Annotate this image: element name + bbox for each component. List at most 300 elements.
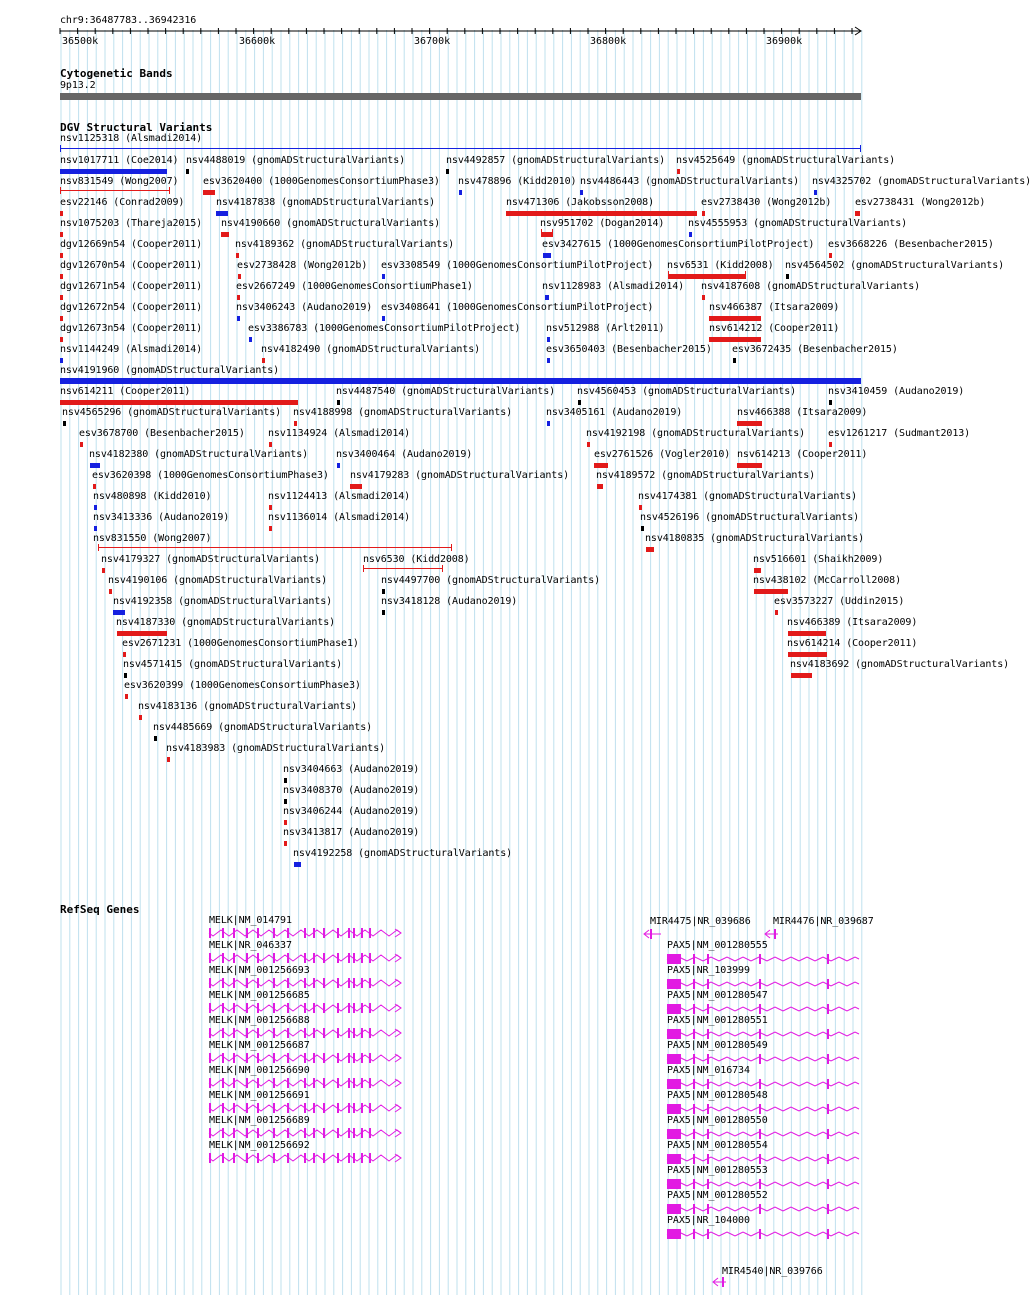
exon-block bbox=[827, 1079, 829, 1089]
exon-block bbox=[337, 1028, 339, 1038]
gene-label[interactable]: PAX5|NM_001280554 bbox=[667, 1140, 768, 1151]
dgv-variant-label[interactable]: nsv4174381 (gnomADStructuralVariants) bbox=[638, 491, 858, 502]
dgv-variant-label[interactable]: nsv3408370 (Audano2019) bbox=[283, 785, 420, 796]
melk-transcript-glyph[interactable] bbox=[209, 1052, 405, 1064]
exon-block bbox=[323, 978, 325, 988]
exon-block bbox=[246, 953, 248, 963]
exon-block bbox=[273, 928, 275, 938]
dgv-variant-bar[interactable] bbox=[60, 190, 170, 191]
exon-block bbox=[759, 1054, 761, 1064]
dgv-variant-label[interactable]: nsv4182380 (gnomADStructuralVariants) bbox=[89, 449, 309, 460]
dgv-variant-label[interactable]: nsv1144249 (Alsmadi2014) bbox=[60, 344, 203, 355]
dgv-variant-bar[interactable] bbox=[639, 505, 642, 510]
dgv-variant-bar[interactable] bbox=[547, 337, 550, 342]
dgv-variant-bar[interactable] bbox=[382, 316, 385, 321]
dgv-variant-bar[interactable] bbox=[60, 400, 298, 405]
exon-block bbox=[361, 978, 363, 988]
dgv-variant-bar[interactable] bbox=[775, 610, 778, 615]
exon-block bbox=[353, 1128, 355, 1138]
exon-block bbox=[287, 1153, 289, 1163]
dgv-variant-label[interactable]: nsv1075203 (Thareja2015) bbox=[60, 218, 203, 229]
dgv-variant-bar[interactable] bbox=[459, 190, 462, 195]
dgv-variant-label[interactable]: nsv4179327 (gnomADStructuralVariants) bbox=[101, 554, 321, 565]
dgv-variant-label[interactable]: esv2761526 (Vogler2010) bbox=[594, 449, 731, 460]
pax5-transcript-glyph[interactable] bbox=[667, 1102, 861, 1116]
dgv-variant-bar[interactable] bbox=[578, 400, 581, 405]
dgv-variant-label[interactable]: nsv1128983 (Alsmadi2014) bbox=[542, 281, 685, 292]
coordinate-ruler[interactable] bbox=[0, 26, 890, 50]
dgv-variant-bar[interactable] bbox=[284, 778, 287, 783]
dgv-variant-label[interactable]: nsv6531 (Kidd2008) bbox=[667, 260, 774, 271]
dgv-variant-label[interactable]: nsv4571415 (gnomADStructuralVariants) bbox=[123, 659, 343, 670]
dgv-variant-bar[interactable] bbox=[60, 358, 63, 363]
dgv-variant-label[interactable]: esv2667249 (1000GenomesConsortiumPhase1) bbox=[236, 281, 473, 292]
dgv-variant-bar[interactable] bbox=[294, 421, 297, 426]
dgv-variant-bar[interactable] bbox=[186, 169, 189, 174]
exon-block bbox=[707, 1029, 709, 1039]
dgv-variant-bar[interactable] bbox=[123, 652, 126, 657]
dgv-variant-label[interactable]: esv2738430 (Wong2012b) bbox=[701, 197, 832, 208]
dgv-variant-bar[interactable] bbox=[294, 862, 301, 867]
exon-block bbox=[667, 1104, 681, 1114]
gene-label[interactable]: MIR4540|NR_039766 bbox=[722, 1266, 823, 1277]
exon-block bbox=[369, 1128, 371, 1138]
exon-block bbox=[759, 1204, 761, 1214]
dgv-variant-label[interactable]: nsv951702 (Dogan2014) bbox=[540, 218, 665, 229]
dgv-variant-bar[interactable] bbox=[597, 484, 603, 489]
dgv-variant-bar[interactable] bbox=[102, 568, 105, 573]
dgv-variant-label[interactable]: nsv4492857 (gnomADStructuralVariants) bbox=[446, 155, 666, 166]
dgv-variant-label[interactable]: nsv3400464 (Audano2019) bbox=[336, 449, 473, 460]
dgv-variant-label[interactable]: nsv4497700 (gnomADStructuralVariants) bbox=[381, 575, 601, 586]
dgv-variant-label[interactable]: nsv4486443 (gnomADStructuralVariants) bbox=[580, 176, 800, 187]
gene-label[interactable]: PAX5|NR_104000 bbox=[667, 1215, 750, 1226]
dgv-variant-label[interactable]: esv3427615 (1000GenomesConsortiumPilotProject) bbox=[542, 239, 815, 250]
exon-block bbox=[257, 953, 259, 963]
dgv-variant-label[interactable]: esv3386783 (1000GenomesConsortiumPilotProject) bbox=[248, 323, 521, 334]
dgv-variant-label[interactable]: esv3620399 (1000GenomesConsortiumPhase3) bbox=[124, 680, 361, 691]
dgv-variant-label[interactable]: nsv614212 (Cooper2011) bbox=[709, 323, 840, 334]
exon-block bbox=[222, 1103, 224, 1113]
melk-transcript-glyph[interactable] bbox=[209, 1077, 405, 1089]
dgv-variant-bar[interactable] bbox=[580, 190, 583, 195]
pax5-transcript-glyph[interactable] bbox=[667, 1002, 861, 1016]
dgv-variant-bar[interactable] bbox=[547, 421, 550, 426]
dgv-variant-bar[interactable] bbox=[646, 547, 654, 552]
cytoband-bar[interactable] bbox=[60, 93, 861, 100]
dgv-variant-bar[interactable] bbox=[754, 568, 761, 573]
dgv-variant-label[interactable]: dgv12673n54 (Cooper2011) bbox=[60, 323, 203, 334]
dgv-variant-label[interactable]: nsv4526196 (gnomADStructuralVariants) bbox=[640, 512, 860, 523]
gene-label[interactable]: MELK|NM_001256693 bbox=[209, 965, 310, 976]
dgv-variant-bar[interactable] bbox=[737, 463, 762, 468]
dgv-variant-label[interactable]: nsv4180835 (gnomADStructuralVariants) bbox=[645, 533, 865, 544]
dgv-variant-endcap bbox=[541, 229, 542, 236]
dgv-variant-label[interactable]: nsv4192358 (gnomADStructuralVariants) bbox=[113, 596, 333, 607]
gene-label[interactable]: PAX5|NM_001280553 bbox=[667, 1165, 768, 1176]
melk-transcript-glyph[interactable] bbox=[209, 1027, 405, 1039]
pax5-transcript-glyph[interactable] bbox=[667, 1202, 861, 1216]
exon-block bbox=[287, 1003, 289, 1013]
dgv-variant-bar[interactable] bbox=[506, 211, 697, 216]
dgv-variant-bar[interactable] bbox=[80, 442, 83, 447]
dgv-variant-label[interactable]: nsv3406244 (Audano2019) bbox=[283, 806, 420, 817]
dgv-variant-bar[interactable] bbox=[702, 295, 705, 300]
dgv-variant-bar[interactable] bbox=[60, 337, 63, 342]
dgv-variant-label[interactable]: nsv3413336 (Audano2019) bbox=[93, 512, 230, 523]
intron-line bbox=[667, 1057, 859, 1061]
dgv-variant-bar[interactable] bbox=[382, 589, 385, 594]
pax5-transcript-glyph[interactable] bbox=[667, 1227, 861, 1241]
dgv-variant-label[interactable]: nsv3410459 (Audano2019) bbox=[828, 386, 965, 397]
dgv-variant-bar[interactable] bbox=[788, 652, 827, 657]
dgv-variant-bar[interactable] bbox=[238, 274, 241, 279]
dgv-variant-label[interactable]: esv3668226 (Besenbacher2015) bbox=[828, 239, 994, 250]
exon-block bbox=[759, 954, 761, 964]
dgv-variant-label[interactable]: nsv466389 (Itsara2009) bbox=[787, 617, 918, 628]
ruler-tick-label: 36800k bbox=[590, 36, 627, 47]
dgv-variant-label[interactable]: nsv512988 (Arlt2011) bbox=[546, 323, 665, 334]
dgv-variant-label[interactable]: nsv614213 (Cooper2011) bbox=[737, 449, 868, 460]
gene-label[interactable]: PAX5|NR_103999 bbox=[667, 965, 750, 976]
gene-label[interactable]: MIR4475|NR_039686 bbox=[650, 916, 751, 927]
dgv-variant-bar[interactable] bbox=[284, 820, 287, 825]
melk-transcript-glyph[interactable] bbox=[209, 1152, 405, 1164]
exon-block bbox=[759, 1229, 761, 1239]
dgv-variant-bar[interactable] bbox=[237, 316, 240, 321]
dgv-variant-bar[interactable] bbox=[93, 484, 96, 489]
ruler-tick-label: 36500k bbox=[62, 36, 99, 47]
dgv-variant-label[interactable]: nsv466387 (Itsara2009) bbox=[709, 302, 840, 313]
dgv-variant-label[interactable]: nsv831549 (Wong2007) bbox=[60, 176, 179, 187]
exon-block bbox=[337, 1003, 339, 1013]
exon-block bbox=[222, 1078, 224, 1088]
dgv-variant-bar[interactable] bbox=[689, 232, 692, 237]
dgv-variant-label[interactable]: dgv12672n54 (Cooper2011) bbox=[60, 302, 203, 313]
gene-label[interactable]: PAX5|NM_016734 bbox=[667, 1065, 750, 1076]
dgv-variant-label[interactable]: nsv3405161 (Audano2019) bbox=[546, 407, 683, 418]
dgv-variant-label[interactable]: nsv4183983 (gnomADStructuralVariants) bbox=[166, 743, 386, 754]
dgv-variant-label[interactable]: esv3573227 (Uddin2015) bbox=[774, 596, 905, 607]
dgv-variant-bar[interactable] bbox=[167, 757, 170, 762]
dgv-variant-label[interactable]: nsv4187838 (gnomADStructuralVariants) bbox=[216, 197, 436, 208]
dgv-variant-label[interactable]: nsv4179283 (gnomADStructuralVariants) bbox=[350, 470, 570, 481]
dgv-variant-bar[interactable] bbox=[337, 400, 340, 405]
dgv-variant-bar[interactable] bbox=[139, 715, 142, 720]
dgv-variant-bar[interactable] bbox=[829, 442, 832, 447]
dgv-variant-label[interactable]: nsv4487540 (gnomADStructuralVariants) bbox=[336, 386, 556, 397]
dgv-variant-label[interactable]: nsv3406243 (Audano2019) bbox=[236, 302, 373, 313]
dgv-variant-label[interactable]: esv3672435 (Besenbacher2015) bbox=[732, 344, 898, 355]
dgv-variant-bar[interactable] bbox=[829, 253, 832, 258]
dgv-variant-bar[interactable] bbox=[337, 463, 340, 468]
gene-label[interactable]: MELK|NM_014791 bbox=[209, 915, 292, 926]
gene-label[interactable]: MELK|NR_046337 bbox=[209, 940, 292, 951]
dgv-variant-label[interactable]: esv1261217 (Sudmant2013) bbox=[828, 428, 971, 439]
exon-block bbox=[313, 928, 315, 938]
dgv-variant-label[interactable]: nsv4525649 (gnomADStructuralVariants) bbox=[676, 155, 896, 166]
dgv-variant-bar[interactable] bbox=[363, 568, 443, 569]
dgv-variant-bar[interactable] bbox=[63, 421, 66, 426]
dgv-variant-label[interactable]: esv3308549 (1000GenomesConsortiumPilotProject) bbox=[381, 260, 654, 271]
dgv-variant-endcap bbox=[363, 565, 364, 572]
dgv-variant-bar[interactable] bbox=[125, 694, 128, 699]
gene-label[interactable]: PAX5|NM_001280552 bbox=[667, 1190, 768, 1201]
pax5-transcript-glyph[interactable] bbox=[667, 952, 861, 966]
dgv-variant-bar[interactable] bbox=[350, 484, 362, 489]
exon-block bbox=[337, 953, 339, 963]
dgv-variant-endcap bbox=[169, 187, 170, 194]
gene-label[interactable]: MELK|NM_001256687 bbox=[209, 1040, 310, 1051]
dgv-variant-bar[interactable] bbox=[709, 337, 761, 342]
gene-label[interactable]: PAX5|NM_001280548 bbox=[667, 1090, 768, 1101]
dgv-variant-label[interactable]: nsv1136014 (Alsmadi2014) bbox=[268, 512, 411, 523]
exon-block bbox=[233, 928, 235, 938]
dgv-variant-bar[interactable] bbox=[124, 673, 127, 678]
dgv-variant-label[interactable]: nsv6530 (Kidd2008) bbox=[363, 554, 470, 565]
dgv-variant-label[interactable]: nsv4190660 (gnomADStructuralVariants) bbox=[221, 218, 441, 229]
dgv-variant-label[interactable]: nsv4192258 (gnomADStructuralVariants) bbox=[293, 848, 513, 859]
dgv-variant-bar[interactable] bbox=[216, 211, 228, 216]
mir4476-glyph[interactable] bbox=[764, 928, 784, 940]
dgv-variant-bar[interactable] bbox=[788, 631, 826, 636]
pax5-transcript-glyph[interactable] bbox=[667, 977, 861, 991]
dgv-variant-label[interactable]: nsv4183136 (gnomADStructuralVariants) bbox=[138, 701, 358, 712]
gene-label[interactable]: MELK|NM_001256690 bbox=[209, 1065, 310, 1076]
exon-block bbox=[667, 1229, 681, 1239]
dgv-variant-label[interactable]: esv2671231 (1000GenomesConsortiumPhase1) bbox=[122, 638, 359, 649]
dgv-variant-label[interactable]: nsv4182490 (gnomADStructuralVariants) bbox=[261, 344, 481, 355]
dgv-variant-label[interactable]: nsv516601 (Shaikh2009) bbox=[753, 554, 884, 565]
dgv-variant-bar[interactable] bbox=[587, 442, 590, 447]
dgv-variant-label[interactable]: nsv4485669 (gnomADStructuralVariants) bbox=[153, 722, 373, 733]
dgv-variant-bar[interactable] bbox=[269, 442, 272, 447]
exon-block bbox=[827, 1179, 829, 1189]
gene-label[interactable]: MELK|NM_001256692 bbox=[209, 1140, 310, 1151]
exon-block bbox=[348, 953, 350, 963]
dgv-variant-label[interactable]: dgv12669n54 (Cooper2011) bbox=[60, 239, 203, 250]
dgv-variant-bar[interactable] bbox=[709, 316, 761, 321]
dgv-variant-bar[interactable] bbox=[236, 253, 239, 258]
dgv-variant-bar[interactable] bbox=[154, 736, 157, 741]
dgv-variant-label[interactable]: esv2738428 (Wong2012b) bbox=[237, 260, 368, 271]
dgv-variant-label[interactable]: nsv4191960 (gnomADStructuralVariants) bbox=[60, 365, 280, 376]
gene-label[interactable]: PAX5|NM_001280547 bbox=[667, 990, 768, 1001]
gene-label[interactable]: PAX5|NM_001280549 bbox=[667, 1040, 768, 1051]
dgv-variant-label[interactable]: dgv12670n54 (Cooper2011) bbox=[60, 260, 203, 271]
dgv-variant-label[interactable]: nsv4488019 (gnomADStructuralVariants) bbox=[186, 155, 406, 166]
dgv-variant-label[interactable]: nsv1124413 (Alsmadi2014) bbox=[268, 491, 411, 502]
dgv-variant-label[interactable]: nsv478896 (Kidd2010) bbox=[458, 176, 577, 187]
exon-block bbox=[693, 1129, 695, 1139]
gene-label[interactable]: MIR4476|NR_039687 bbox=[773, 916, 874, 927]
exon-block bbox=[759, 1029, 761, 1039]
gene-label[interactable]: MELK|NM_001256691 bbox=[209, 1090, 310, 1101]
dgv-variant-bar[interactable] bbox=[786, 274, 789, 279]
dgv-variant-label[interactable]: esv3620400 (1000GenomesConsortiumPhase3) bbox=[203, 176, 440, 187]
dgv-variant-bar[interactable] bbox=[737, 421, 762, 426]
dgv-variant-bar[interactable] bbox=[60, 169, 167, 174]
exon-block bbox=[257, 1128, 259, 1138]
dgv-variant-bar[interactable] bbox=[641, 526, 644, 531]
dgv-variant-label[interactable]: nsv1017711 (Coe2014) bbox=[60, 155, 179, 166]
gene-label[interactable]: MELK|NM_001256688 bbox=[209, 1015, 310, 1026]
dgv-variant-bar[interactable] bbox=[60, 148, 861, 149]
dgv-variant-bar[interactable] bbox=[203, 190, 215, 195]
gene-label[interactable]: PAX5|NM_001280551 bbox=[667, 1015, 768, 1026]
dgv-variant-endcap bbox=[60, 187, 61, 194]
exon-block bbox=[246, 978, 248, 988]
dgv-variant-label[interactable]: nsv614211 (Cooper2011) bbox=[60, 386, 191, 397]
dgv-variant-bar[interactable] bbox=[60, 378, 861, 384]
dgv-variant-bar[interactable] bbox=[269, 526, 272, 531]
exon-block bbox=[304, 928, 306, 938]
dgv-variant-label[interactable]: esv3408641 (1000GenomesConsortiumPilotProject) bbox=[381, 302, 654, 313]
dgv-variant-label[interactable]: esv3620398 (1000GenomesConsortiumPhase3) bbox=[92, 470, 329, 481]
exon-block bbox=[667, 1004, 681, 1014]
dgv-variant-bar[interactable] bbox=[284, 841, 287, 846]
dgv-variant-label[interactable]: nsv1134924 (Alsmadi2014) bbox=[268, 428, 411, 439]
dgv-variant-bar[interactable] bbox=[791, 673, 812, 678]
dgv-variant-label[interactable]: esv2738431 (Wong2012b) bbox=[855, 197, 986, 208]
dgv-variant-bar[interactable] bbox=[60, 232, 63, 237]
dgv-variant-bar[interactable] bbox=[90, 463, 100, 468]
dgv-variant-label[interactable]: nsv4187330 (gnomADStructuralVariants) bbox=[116, 617, 336, 628]
exon-block bbox=[693, 1029, 695, 1039]
dgv-variant-label[interactable]: nsv3413817 (Audano2019) bbox=[283, 827, 420, 838]
dgv-variant-bar[interactable] bbox=[446, 169, 449, 174]
dgv-variant-endcap bbox=[668, 271, 669, 278]
exon-block bbox=[707, 1129, 709, 1139]
exon-block bbox=[209, 1053, 211, 1063]
dgv-variant-bar[interactable] bbox=[94, 505, 97, 510]
intron-line bbox=[667, 1232, 859, 1236]
dgv-variant-label[interactable]: nsv4325702 (gnomADStructuralVariants) bbox=[812, 176, 1031, 187]
exon-block bbox=[257, 1003, 259, 1013]
melk-transcript-glyph[interactable] bbox=[209, 1102, 405, 1114]
dgv-variant-bar[interactable] bbox=[221, 232, 229, 237]
exon-block bbox=[233, 1153, 235, 1163]
exon-block bbox=[337, 928, 339, 938]
dgv-variant-bar[interactable] bbox=[677, 169, 680, 174]
melk-transcript-glyph[interactable] bbox=[209, 1127, 405, 1139]
mir4475-glyph[interactable] bbox=[643, 928, 663, 940]
dgv-variant-label[interactable]: nsv4183692 (gnomADStructuralVariants) bbox=[790, 659, 1010, 670]
dgv-variant-bar[interactable] bbox=[814, 190, 817, 195]
dgv-variant-label[interactable]: nsv4555953 (gnomADStructuralVariants) bbox=[688, 218, 908, 229]
dgv-variant-label[interactable]: dgv12671n54 (Cooper2011) bbox=[60, 281, 203, 292]
dgv-variant-bar[interactable] bbox=[98, 547, 452, 548]
dgv-variant-bar[interactable] bbox=[60, 253, 63, 258]
dgv-variant-label[interactable]: nsv4565296 (gnomADStructuralVariants) bbox=[62, 407, 282, 418]
dgv-variant-label[interactable]: nsv4187608 (gnomADStructuralVariants) bbox=[701, 281, 921, 292]
dgv-variant-bar[interactable] bbox=[60, 316, 63, 321]
dgv-variant-label[interactable]: nsv1125318 (Alsmadi2014) bbox=[60, 133, 203, 144]
dgv-variant-bar[interactable] bbox=[702, 211, 705, 216]
dgv-variant-bar[interactable] bbox=[249, 337, 252, 342]
dgv-variant-label[interactable]: nsv4190106 (gnomADStructuralVariants) bbox=[108, 575, 328, 586]
dgv-variant-bar[interactable] bbox=[269, 505, 272, 510]
pax5-transcript-glyph[interactable] bbox=[667, 1027, 861, 1041]
exon-block bbox=[246, 1103, 248, 1113]
dgv-variant-bar[interactable] bbox=[60, 295, 63, 300]
exon-block bbox=[222, 978, 224, 988]
dgv-variant-label[interactable]: nsv4188998 (gnomADStructuralVariants) bbox=[293, 407, 513, 418]
exon-block bbox=[353, 1003, 355, 1013]
dgv-variant-label[interactable]: esv22146 (Conrad2009) bbox=[60, 197, 185, 208]
exon-block bbox=[233, 1028, 235, 1038]
exon-block bbox=[707, 1104, 709, 1114]
gene-label[interactable]: PAX5|NM_001280555 bbox=[667, 940, 768, 951]
dgv-variant-bar[interactable] bbox=[754, 589, 788, 594]
pax5-transcript-glyph[interactable] bbox=[667, 1152, 861, 1166]
dgv-variant-label[interactable]: esv3650403 (Besenbacher2015) bbox=[546, 344, 712, 355]
mir4540-glyph[interactable] bbox=[712, 1276, 732, 1288]
exon-block bbox=[257, 928, 259, 938]
dgv-variant-label[interactable]: nsv4189362 (gnomADStructuralVariants) bbox=[235, 239, 455, 250]
dgv-variant-bar[interactable] bbox=[594, 463, 608, 468]
dgv-variant-bar[interactable] bbox=[284, 799, 287, 804]
gene-label[interactable]: MELK|NM_001256685 bbox=[209, 990, 310, 1001]
dgv-variant-bar[interactable] bbox=[829, 400, 832, 405]
dgv-variant-label[interactable]: nsv4189572 (gnomADStructuralVariants) bbox=[596, 470, 816, 481]
gene-label[interactable]: PAX5|NM_001280550 bbox=[667, 1115, 768, 1126]
dgv-variant-bar[interactable] bbox=[382, 610, 385, 615]
dgv-variant-label[interactable]: nsv466388 (Itsara2009) bbox=[737, 407, 868, 418]
melk-transcript-glyph[interactable] bbox=[209, 927, 405, 939]
dgv-variant-bar[interactable] bbox=[237, 295, 240, 300]
pax5-transcript-glyph[interactable] bbox=[667, 1052, 861, 1066]
gene-label[interactable]: MELK|NM_001256689 bbox=[209, 1115, 310, 1126]
dgv-variant-bar[interactable] bbox=[733, 358, 736, 363]
pax5-transcript-glyph[interactable] bbox=[667, 1127, 861, 1141]
dgv-variant-bar[interactable] bbox=[117, 631, 167, 636]
dgv-variant-bar[interactable] bbox=[668, 274, 746, 279]
dgv-variant-bar[interactable] bbox=[382, 274, 385, 279]
dgv-variant-label[interactable]: esv3678700 (Besenbacher2015) bbox=[79, 428, 245, 439]
dgv-variant-bar[interactable] bbox=[547, 358, 550, 363]
dgv-variant-bar[interactable] bbox=[262, 358, 265, 363]
dgv-variant-bar[interactable] bbox=[109, 589, 112, 594]
dgv-variant-bar[interactable] bbox=[94, 526, 97, 531]
dgv-variant-bar[interactable] bbox=[543, 253, 551, 258]
melk-transcript-glyph[interactable] bbox=[209, 952, 405, 964]
melk-transcript-glyph[interactable] bbox=[209, 977, 405, 989]
dgv-variant-bar[interactable] bbox=[60, 274, 63, 279]
dgv-variant-bar[interactable] bbox=[545, 295, 549, 300]
dgv-variant-label[interactable]: nsv3404663 (Audano2019) bbox=[283, 764, 420, 775]
pax5-transcript-glyph[interactable] bbox=[667, 1077, 861, 1091]
melk-transcript-glyph[interactable] bbox=[209, 1002, 405, 1014]
pax5-transcript-glyph[interactable] bbox=[667, 1177, 861, 1191]
exon-block bbox=[722, 1277, 724, 1287]
dgv-variant-label[interactable]: nsv480898 (Kidd2010) bbox=[93, 491, 212, 502]
dgv-variant-bar[interactable] bbox=[855, 211, 860, 216]
exon-block bbox=[361, 1078, 363, 1088]
dgv-variant-label[interactable]: nsv4192198 (gnomADStructuralVariants) bbox=[586, 428, 806, 439]
dgv-variant-label[interactable]: nsv4560453 (gnomADStructuralVariants) bbox=[577, 386, 797, 397]
dgv-variant-label[interactable]: nsv471306 (Jakobsson2008) bbox=[506, 197, 655, 208]
exon-block bbox=[287, 1128, 289, 1138]
dgv-variant-label[interactable]: nsv4564502 (gnomADStructuralVariants) bbox=[785, 260, 1005, 271]
exon-block bbox=[369, 953, 371, 963]
dgv-variant-label[interactable]: nsv438102 (McCarroll2008) bbox=[753, 575, 902, 586]
dgv-variant-label[interactable]: nsv3418128 (Audano2019) bbox=[381, 596, 518, 607]
dgv-variant-label[interactable]: nsv614214 (Cooper2011) bbox=[787, 638, 918, 649]
dgv-variant-label[interactable]: nsv831550 (Wong2007) bbox=[93, 533, 212, 544]
dgv-variant-bar[interactable] bbox=[60, 211, 63, 216]
dgv-variant-bar[interactable] bbox=[113, 610, 125, 615]
